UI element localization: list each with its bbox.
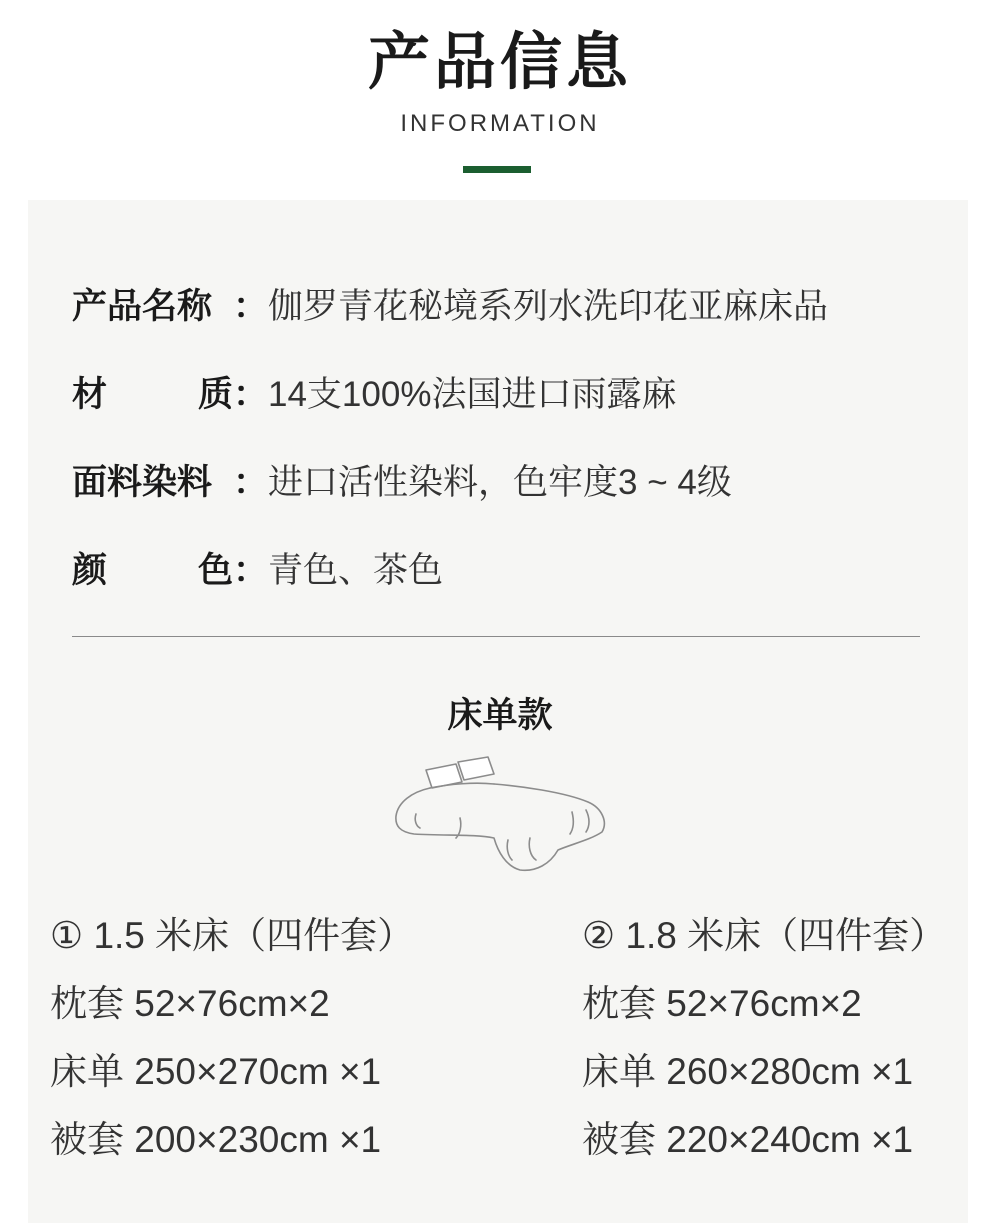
section-divider [72, 636, 920, 637]
size-column-1-5m [50, 910, 470, 1182]
spec-row-dye [72, 458, 732, 502]
size-item: 被套 220×240cm ×1 [582, 1119, 914, 1160]
size-item: 枕套 52×76cm×2 [50, 983, 330, 1024]
page-subtitle: INFORMATION [400, 110, 600, 137]
size-item: 床单 260×280cm ×1 [582, 1051, 914, 1092]
spec-label: 颜 色： [72, 551, 268, 591]
spec-value: 青色、茶色 [268, 551, 444, 590]
spec-row-color [72, 546, 443, 590]
spec-row-material [72, 370, 676, 414]
page-title: 产品信息 [367, 25, 632, 98]
spec-value: 14支100%法国进口雨露麻 [268, 375, 677, 414]
spec-label: 面料染料 ： [72, 463, 268, 503]
bedding-set-icon [390, 752, 610, 882]
spec-value: 伽罗青花秘境系列水洗印花亚麻床品 [268, 287, 829, 326]
size-heading: ① 1.5 米床（四件套） [50, 915, 415, 956]
spec-label: 产品名称 ： [72, 287, 268, 327]
size-heading: ② 1.8 米床（四件套） [582, 915, 947, 956]
spec-row-product-name [72, 282, 828, 326]
spec-value: 进口活性染料，色牢度3 ~ 4级 [268, 463, 732, 502]
size-item: 床单 250×270cm ×1 [50, 1051, 382, 1092]
section-title: 床单款 [447, 696, 553, 736]
size-item: 被套 200×230cm ×1 [50, 1119, 382, 1160]
accent-bar [463, 166, 531, 173]
size-item: 枕套 52×76cm×2 [582, 983, 862, 1024]
size-column-1-8m [582, 910, 1000, 1182]
spec-label: 材 质： [72, 375, 268, 415]
